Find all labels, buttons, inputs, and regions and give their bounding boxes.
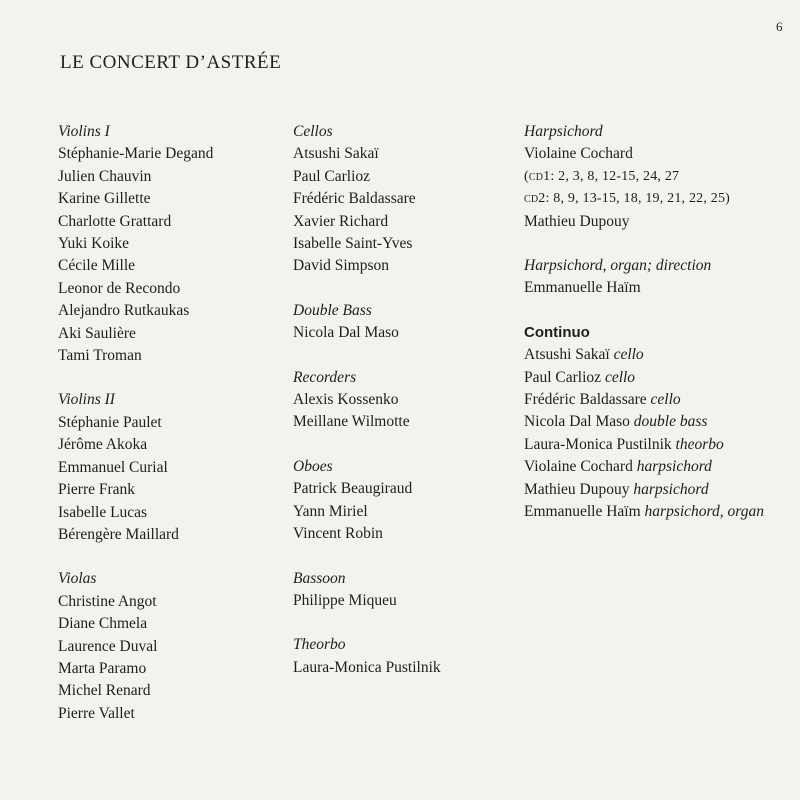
member-role: cello [650, 391, 681, 409]
member-name: Alejandro Rutkaukas [58, 302, 190, 320]
member-name: Xavier Richard [293, 212, 389, 230]
section-violas [58, 568, 213, 725]
member-role: theorbo [675, 435, 724, 453]
member-name: Emmanuelle Haïm [524, 279, 641, 297]
member-name: Jérôme Akoka [58, 436, 148, 454]
section-title: Harpsichord, organ; direction [524, 257, 712, 275]
member-name: Leonor de Recondo [58, 279, 181, 297]
cd2-tracks [524, 188, 764, 210]
section-recorders [293, 367, 441, 434]
column-bass-winds [293, 121, 441, 701]
member-name: Diane Chmela [58, 615, 148, 633]
member-name: Nicola Dal Maso [524, 413, 630, 431]
member-name: Laurence Duval [58, 637, 158, 655]
continuo-member [524, 456, 764, 478]
member-name: Pierre Frank [58, 481, 136, 499]
member-name: Emmanuel Curial [58, 458, 168, 476]
member-name: Michel Renard [58, 682, 151, 700]
cd2-label: cd2 [524, 191, 546, 207]
member-name: Stéphanie-Marie Degand [58, 145, 214, 163]
section-harpsichord [524, 121, 764, 233]
section-title: Oboes [293, 457, 333, 475]
member-name: Yuki Koike [58, 235, 130, 253]
member-name: Atsushi Sakaï [524, 346, 610, 364]
section-violins-2 [58, 389, 213, 546]
cd1-track-list: : 2, 3, 8, 12-15, 24, 27 [550, 168, 680, 184]
section-title: Theorbo [293, 636, 346, 654]
continuo-member [524, 479, 764, 501]
member-name: Isabelle Saint-Yves [293, 235, 413, 253]
member-name: Frédéric Baldassare [524, 391, 647, 409]
section-title: Double Bass [293, 301, 372, 319]
member-role: cello [613, 346, 644, 364]
continuo-member [524, 434, 764, 456]
cd2-track-list: : 8, 9, 13-15, 18, 19, 21, 22, 25) [545, 191, 731, 207]
section-cellos [293, 121, 441, 278]
section-title: Bassoon [293, 569, 346, 587]
continuo-member [524, 389, 764, 411]
member-name: Vincent Robin [293, 525, 383, 543]
member-name: David Simpson [293, 257, 390, 275]
member-name: Violaine Cochard [524, 145, 633, 163]
section-theorbo [293, 634, 441, 679]
member-name: Isabelle Lucas [58, 503, 148, 521]
section-violins-1 [58, 121, 213, 367]
member-name: Nicola Dal Maso [293, 324, 399, 342]
member-role: cello [604, 368, 636, 386]
section-title: Continuo [524, 323, 590, 341]
continuo-member [524, 411, 764, 433]
member-name: Mathieu Dupouy [524, 212, 630, 230]
member-name: Christine Angot [58, 592, 157, 610]
member-name: Yann Miriel [293, 502, 368, 520]
section-title: Violas [58, 570, 97, 588]
member-name: Mathieu Dupouy [524, 480, 630, 498]
cd1-label: cd1 [528, 168, 551, 184]
section-title: Harpsichord [524, 123, 603, 140]
section-bassoon [293, 568, 441, 613]
member-name: Frédéric Baldassare [293, 190, 416, 208]
member-name: Aki Saulière [58, 324, 136, 342]
continuo-member [524, 501, 764, 523]
member-name: Meillane Wilmotte [293, 413, 410, 431]
member-name: Paul Carlioz [293, 167, 371, 185]
continuo-member [524, 367, 764, 389]
section-oboes [293, 456, 441, 546]
member-name: Bérengère Maillard [58, 525, 179, 543]
member-name: Paul Carlioz [524, 368, 602, 386]
member-role: double bass [633, 413, 708, 431]
member-role: harpsichord, organ [644, 503, 764, 521]
page-title: LE CONCERT D’ASTRÉE [60, 52, 282, 73]
member-name: Karine Gillette [58, 190, 151, 208]
section-direction [524, 255, 764, 300]
member-name: Alexis Kossenko [293, 391, 399, 409]
member-name: Emmanuelle Haïm [524, 503, 641, 521]
section-continuo [524, 322, 764, 524]
member-name: Atsushi Sakaï [293, 145, 379, 163]
member-name: Laura-Monica Pustilnik [293, 658, 441, 676]
member-name: Julien Chauvin [58, 167, 152, 185]
member-name: Laura-Monica Pustilnik [524, 435, 672, 453]
member-role: harpsichord [636, 458, 712, 476]
member-name: Patrick Beaugiraud [293, 480, 413, 498]
member-name: Philippe Miqueu [293, 591, 397, 609]
page-number: 6 [776, 19, 783, 34]
section-title: Recorders [293, 368, 357, 386]
section-title: Cellos [293, 123, 333, 140]
cd1-tracks: (cd1: 2, 3, 8, 12-15, 24, 27 [524, 168, 680, 184]
member-name: Marta Paramo [58, 659, 147, 677]
member-role: harpsichord [633, 480, 709, 498]
member-name: Cécile Mille [58, 257, 136, 275]
column-continuo [524, 121, 764, 546]
member-name: Charlotte Grattard [58, 212, 172, 230]
member-name: Stéphanie Paulet [58, 413, 162, 431]
section-title: Violins II [58, 391, 115, 409]
section-double-bass [293, 300, 441, 345]
member-name: Tami Troman [58, 347, 142, 365]
section-title: Violins I [58, 123, 110, 140]
member-name: Violaine Cochard [524, 458, 633, 476]
member-name: Pierre Vallet [58, 704, 135, 722]
column-strings [58, 121, 213, 747]
continuo-member [524, 344, 764, 366]
